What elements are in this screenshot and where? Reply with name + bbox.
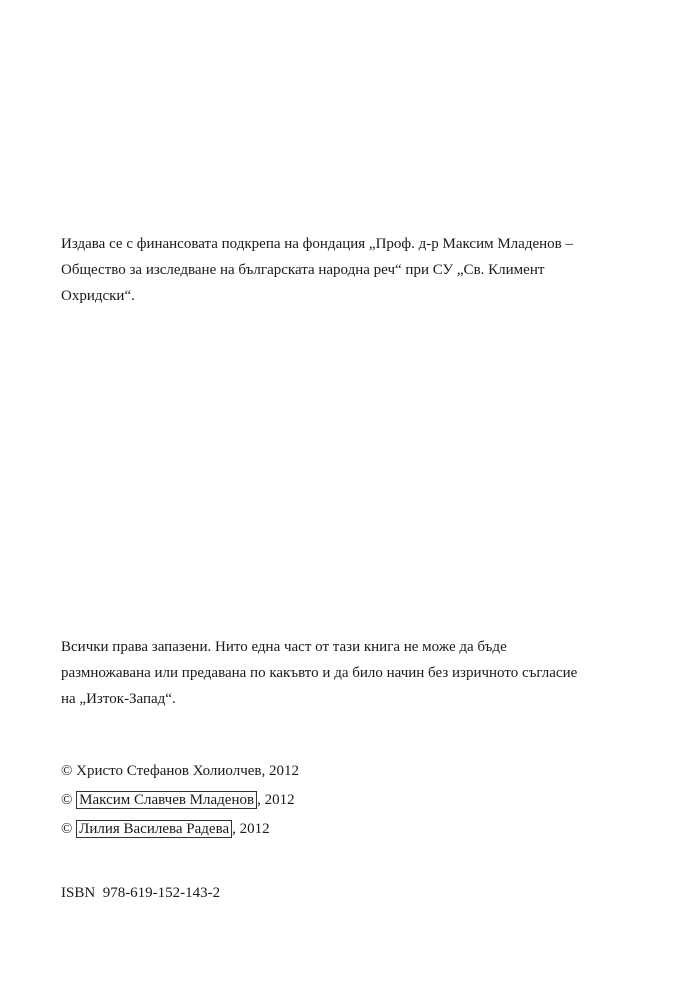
- copyright-line: [61, 815, 661, 844]
- isbn-line: [61, 880, 661, 906]
- copyright-year: , 2012: [257, 792, 295, 808]
- isbn-label: ISBN: [61, 885, 96, 901]
- funding-line-2: Общество за изследване на българската народна реч“ при СУ „Св. Климент: [61, 262, 545, 278]
- copyright-holder: Христо Стефанов Холиолчев: [76, 763, 262, 779]
- copyright-line: [61, 757, 661, 786]
- funding-line-3: Охридски“.: [61, 288, 135, 304]
- rights-notice: [61, 634, 661, 712]
- copyright-year: , 2012: [261, 763, 299, 779]
- copyright-holder-highlighted: Максим Славчев Младенов: [76, 791, 257, 809]
- funding-line-1: Издава се с финансовата подкрепа на фондация „Проф. д-р Максим Младенов –: [61, 236, 573, 252]
- isbn-number: 978-619-152-143-2: [102, 885, 221, 901]
- rights-line-2: размножавана или предавана по какъвто и да било начин без изричното съгласие: [61, 665, 578, 681]
- copyright-symbol: ©: [61, 792, 73, 808]
- copyright-symbol: ©: [61, 763, 73, 779]
- rights-line-1: Всички права запазени. Нито една част от тази книга не може да бъде: [61, 639, 507, 655]
- copyright-symbol: ©: [61, 821, 73, 837]
- copyright-year: , 2012: [232, 821, 270, 837]
- copyright-list: [61, 757, 661, 844]
- copyright-line: [61, 786, 661, 815]
- copyright-holder-highlighted: Лилия Василева Радева: [76, 820, 232, 838]
- funding-notice: [61, 231, 661, 309]
- rights-line-3: на „Изток-Запад“.: [61, 691, 176, 707]
